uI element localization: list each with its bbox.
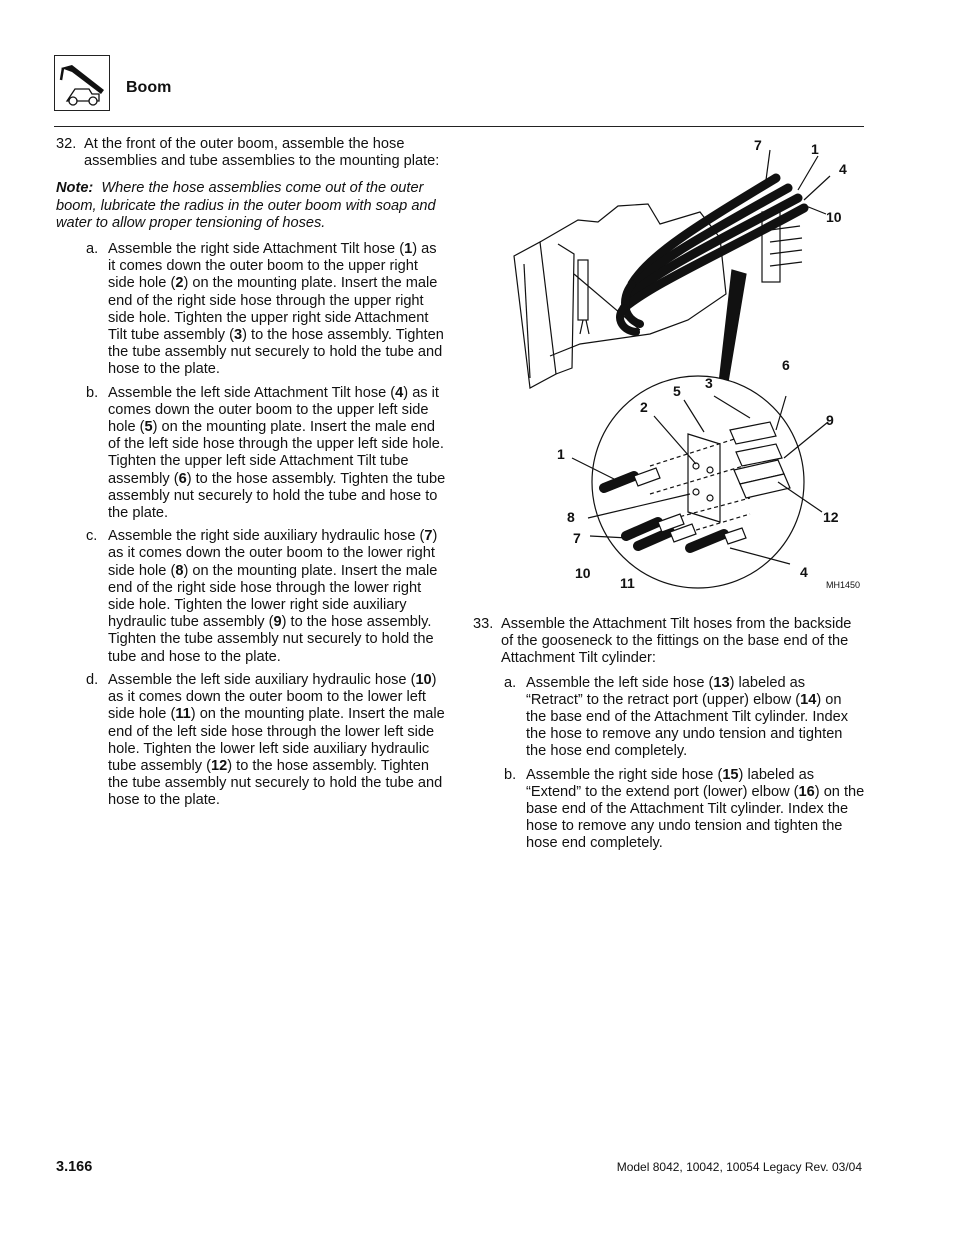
callout-7: 7: [754, 137, 762, 153]
substep-text: Assemble the left side auxiliary hydraulic hose (10) as it comes down the outer boom to the lower left side hole (11) on the mounting plate. Insert the male end of the left side hose through the lower left side hole. Tighten the lower left side auxiliary hydraulic tube assembly (12) to the hose assembly. Tighten the tube assembly nut securely to hold the tube and hose to the plate.: [108, 671, 445, 809]
item-reference-number: 12: [211, 757, 228, 774]
step-text: Assemble the Attachment Tilt hoses from the backside of the gooseneck to the fittings on the base end of the Attachment Tilt cylinder:: [501, 616, 852, 667]
footer-model-info: Model 8042, 10042, 10054 Legacy Rev. 03/04: [616, 1160, 862, 1174]
item-reference-number: 16: [798, 783, 815, 800]
item-reference-number: 9: [273, 614, 282, 631]
item-reference-number: 2: [175, 275, 184, 292]
substep: [504, 675, 865, 761]
telehandler-boom-icon: [54, 55, 110, 111]
step-32: [56, 136, 446, 816]
callout-9: 9: [826, 412, 834, 428]
item-reference-number: 11: [175, 706, 191, 723]
item-reference-number: 14: [800, 691, 817, 708]
item-reference-number: 6: [178, 470, 187, 487]
substep-letter: d.: [86, 671, 99, 688]
substep-letter: a.: [86, 241, 99, 258]
figure-id: MH1450: [826, 580, 861, 590]
step-33: [473, 616, 865, 859]
section-title: Boom: [126, 79, 172, 96]
header-divider: [54, 126, 864, 127]
figure-illustration: [500, 134, 866, 594]
substep-list: [86, 241, 446, 810]
callout-5: 5: [673, 383, 681, 399]
substep-letter: a.: [504, 674, 517, 691]
item-reference-number: 1: [404, 241, 413, 258]
note-label: Note:: [56, 180, 94, 197]
substep-letter: b.: [504, 766, 517, 783]
callout-3: 3: [705, 375, 713, 391]
callout-11: 11: [620, 575, 635, 591]
substep: [504, 767, 865, 853]
substep: [86, 385, 446, 523]
item-reference-number: 4: [395, 384, 404, 401]
callout-6: 6: [782, 357, 790, 373]
callout-1: 1: [811, 141, 819, 157]
substep: [86, 528, 446, 666]
callout-10: 10: [826, 209, 842, 225]
substep: [86, 241, 446, 379]
substep-text: Assemble the right side auxiliary hydraulic hose (7) as it comes down the outer boom to the lower right side hole (8) on the mounting plate. Insert the male end of the right side hose through the lower right side hole. Tighten the lower right side auxiliary hydraulic tube assembly (9) to the hose assembly. Tighten the tube assembly nut securely to hold the tube and hose to the plate.: [108, 528, 438, 665]
item-reference-number: 10: [415, 671, 432, 688]
callout-1-detail: 1: [557, 446, 565, 462]
callout-7-detail: 7: [573, 530, 581, 546]
substep-text: Assemble the right side Attachment Tilt hose (1) as it comes down the outer boom to the upper right side hole (2) on the mounting plate. Insert the male end of the right side hose through the upper right side hole. Tighten the upper right side Attachment Tilt tube assembly (3) to the hose assembly. Tighten the tube assembly nut securely to hold the tube and hose to the plate.: [108, 241, 444, 378]
substep: [86, 672, 446, 810]
substep-letter: b.: [86, 384, 99, 401]
page-number: 3.166: [56, 1159, 93, 1175]
callout-4-detail: 4: [800, 564, 808, 580]
item-reference-number: 7: [424, 528, 433, 545]
item-reference-number: 5: [144, 419, 153, 436]
callout-12: 12: [823, 509, 839, 525]
step-text: At the front of the outer boom, assemble the hose assemblies and tube assemblies to the mounting plate:: [84, 136, 440, 170]
hose-mounting-plate-figure: [500, 134, 866, 594]
step-number: 33.: [473, 616, 494, 632]
item-reference-number: 8: [175, 562, 184, 579]
callout-4: 4: [839, 161, 847, 177]
substep-letter: c.: [86, 528, 98, 545]
substep-list: [504, 675, 865, 853]
item-reference-number: 13: [713, 674, 730, 691]
step-number: 32.: [56, 136, 77, 152]
substep-text: Assemble the left side Attachment Tilt hose (4) as it comes down the outer boom to the upper left side hole (5) on the mounting plate. Insert the male end of the left side hose through the upper left side hole. Tighten the upper left side Attachment Tilt tube assembly (6) to the hose assembly. Tighten the tube assembly nut securely to hold the tube and hose to the plate.: [108, 384, 446, 522]
substep-text: Assemble the left side hose (13) labeled as “Retract” to the retract port (upper) elbow (14) on the base end of the Attachment Tilt cylinder. Index the hose to remove any undo tension and tighten the hose end completely.: [526, 674, 849, 760]
item-reference-number: 3: [233, 327, 243, 344]
callout-8: 8: [567, 509, 575, 525]
callout-2: 2: [640, 399, 648, 415]
callout-10-detail: 10: [575, 565, 591, 581]
item-reference-number: 15: [722, 766, 739, 783]
substep-text: Assemble the right side hose (15) labeled as “Extend” to the extend port (lower) elbow (16) on the base end of the Attachment Tilt cylinder. Index the hose to remove any undo tension and tighten the hose end completely.: [526, 766, 865, 852]
note-text: Where the hose assemblies come out of the outer boom, lubricate the radius in the outer boom with soap and water to allow proper tensioning of hoses.: [56, 180, 436, 231]
note: [56, 180, 446, 232]
